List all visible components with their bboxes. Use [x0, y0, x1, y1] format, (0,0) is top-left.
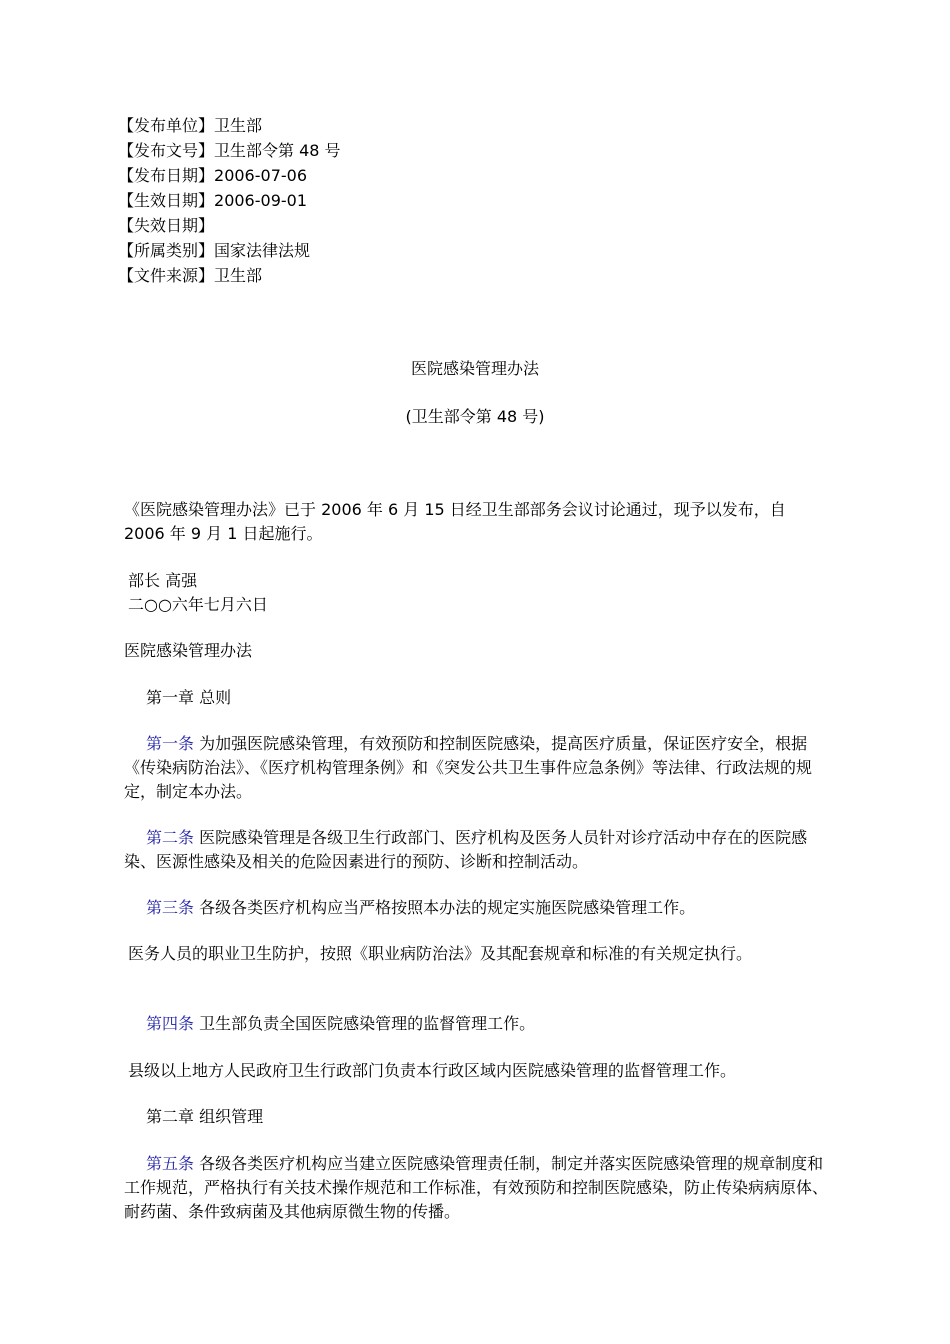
article-4-label: 第四条 — [146, 1014, 195, 1033]
article-1-label: 第一条 — [146, 734, 195, 753]
meta-doc-number: 【发布文号】卫生部令第 48 号 — [118, 141, 341, 160]
article-1 — [124, 732, 829, 804]
article-4-paragraph-2: 县级以上地方人民政府卫生行政部门负责本行政区域内医院感染管理的监督管理工作。 — [128, 1061, 737, 1080]
signature-date: 二○○六年七月六日 — [128, 595, 268, 614]
preamble: 《医院感染管理办法》已于 2006 年 6 月 15 日经卫生部部务会议讨论通过，现予以发布，自 2006 年 9 月 1 日起施行。 — [124, 500, 786, 543]
minister-signature: 部长 高强 — [128, 571, 198, 590]
doc-name: 医院感染管理办法 — [124, 641, 253, 660]
article-2-label: 第二条 — [146, 828, 195, 847]
meta-source: 【文件来源】卫生部 — [118, 266, 263, 285]
article-5 — [124, 1152, 829, 1224]
article-1-text: 为加强医院感染管理，有效预防和控制医院感染，提高医疗质量，保证医疗安全，根据《传染病防治法》、《医疗机构管理条例》和《突发公共卫生事件应急条例》等法律、行政法规的规定，制定本办法。 — [124, 734, 813, 801]
article-3-text: 各级各类医疗机构应当严格按照本办法的规定实施医院感染管理工作。 — [194, 898, 696, 917]
article-3 — [124, 896, 829, 920]
meta-expiry-date: 【失效日期】 — [118, 216, 215, 235]
chapter-2-heading: 第二章 组织管理 — [146, 1107, 264, 1126]
article-4 — [124, 1012, 829, 1036]
article-4-text: 卫生部负责全国医院感染管理的监督管理工作。 — [194, 1014, 536, 1033]
article-2 — [124, 826, 829, 874]
meta-category: 【所属类别】国家法律法规 — [118, 241, 311, 260]
chapter-1-heading: 第一章 总则 — [146, 688, 232, 707]
article-5-text: 各级各类医疗机构应当建立医院感染管理责任制，制定并落实医院感染管理的规章制度和工作规范，严格执行有关技术操作规范和工作标准，有效预防和控制医院感染，防止传染病病原体、耐药菌、条件致病菌及其他病原微生物的传播。 — [124, 1154, 829, 1221]
article-2-text: 医院感染管理是各级卫生行政部门、医疗机构及医务人员针对诊疗活动中存在的医院感染、医源性感染及相关的危险因素进行的预防、诊断和控制活动。 — [124, 828, 808, 871]
meta-effective-date: 【生效日期】2006-09-01 — [118, 191, 307, 210]
article-5-label: 第五条 — [146, 1154, 195, 1173]
meta-publish-date: 【发布日期】2006-07-06 — [118, 166, 307, 185]
meta-publisher: 【发布单位】卫生部 — [118, 116, 263, 135]
article-3-paragraph-2: 医务人员的职业卫生防护，按照《职业病防治法》及其配套规章和标准的有关规定执行。 — [128, 944, 753, 963]
document-title: 医院感染管理办法 — [410, 359, 539, 378]
order-number: (卫生部令第 48 号) — [405, 407, 545, 426]
article-3-label: 第三条 — [146, 898, 195, 917]
